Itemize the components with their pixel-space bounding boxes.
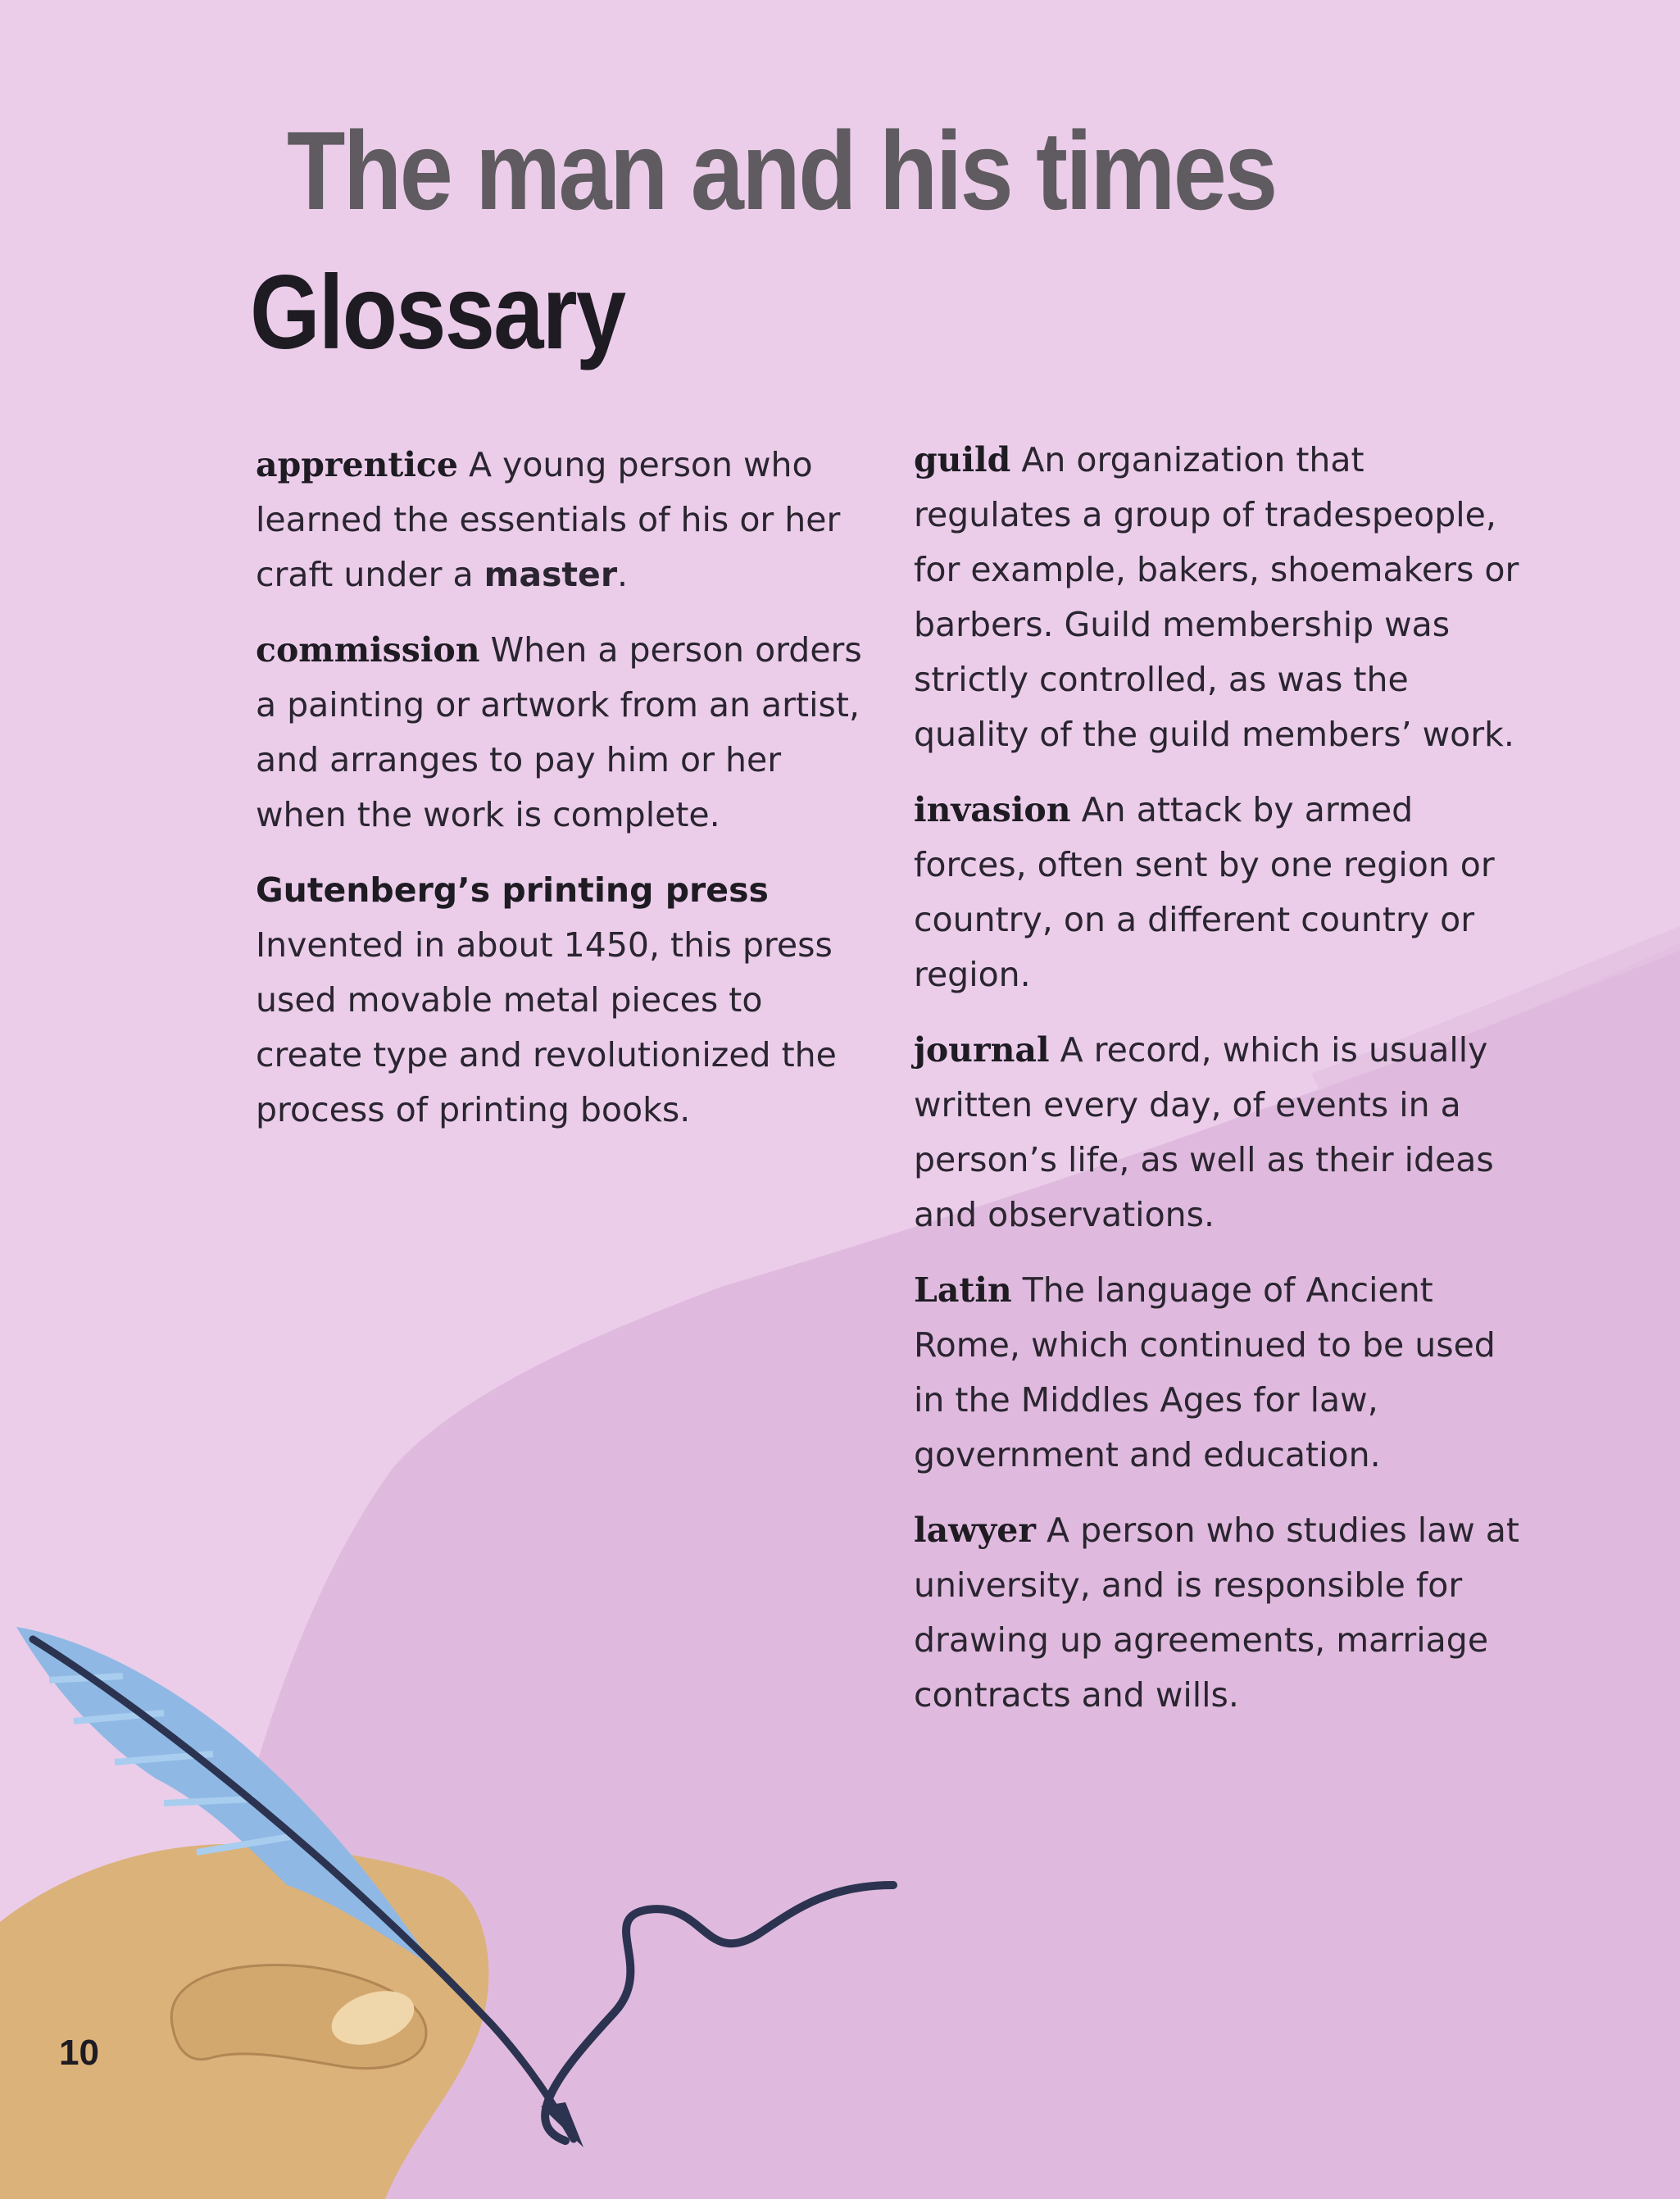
glossary-term: commission: [256, 630, 480, 670]
glossary-entry-invasion: [914, 783, 1524, 1002]
glossary-term: Latin: [914, 1270, 1012, 1310]
glossary-term: Gutenberg’s printing press: [256, 870, 769, 910]
glossary-entry-commission: [256, 623, 866, 843]
glossary-entry-lawyer: [914, 1503, 1524, 1723]
glossary-definition: Invented in about 1450, this press used movable metal pieces to create type and revolutionized the process of printing books.: [256, 925, 837, 1129]
glossary-term: invasion: [914, 790, 1071, 829]
glossary-term: apprentice: [256, 445, 458, 484]
glossary-definition: The language of Ancient Rome, which continued to be used in the Middles Ages for law, government and education.: [914, 1270, 1496, 1474]
glossary-term: lawyer: [914, 1511, 1036, 1550]
glossary-term: journal: [914, 1030, 1050, 1070]
glossary-definition: An organization that regulates a group of tradespeople, for example, bakers, shoemakers or barbers. Guild membership was strictly controlled, as was the quality of the guild members’ work.: [914, 440, 1519, 754]
glossary-definition: When a person orders a painting or artwork from an artist, and arranges to pay him or her when the work is complete.: [256, 630, 862, 834]
section-title: The man and his times: [287, 108, 1276, 233]
glossary-column-right: [914, 433, 1524, 1743]
glossary-entry-latin: [914, 1263, 1524, 1483]
glossary-term: guild: [914, 440, 1011, 479]
glossary-entry-journal: [914, 1023, 1524, 1243]
page-number: 10: [59, 2033, 99, 2073]
glossary-definition: A person who studies law at university, and is responsible for drawing up agreements, marriage contracts and wills.: [914, 1511, 1520, 1715]
glossary-entry-gutenberg: [256, 863, 866, 1138]
glossary-column-left: [256, 438, 866, 1158]
glossary-definition: A record, which is usually written every day, of events in a person’s life, as well as their ideas and observations.: [914, 1030, 1494, 1234]
glossary-cross-reference: master: [484, 555, 618, 594]
glossary-entry-guild: [914, 433, 1524, 762]
glossary-definition: A young person who learned the essentials of his or her craft under a: [256, 445, 841, 594]
page-title: Glossary: [250, 254, 625, 371]
glossary-definition: An attack by armed forces, often sent by one region or country, on a different country or region.: [914, 790, 1495, 994]
glossary-definition-end: .: [617, 555, 629, 594]
glossary-entry-apprentice: [256, 438, 866, 602]
